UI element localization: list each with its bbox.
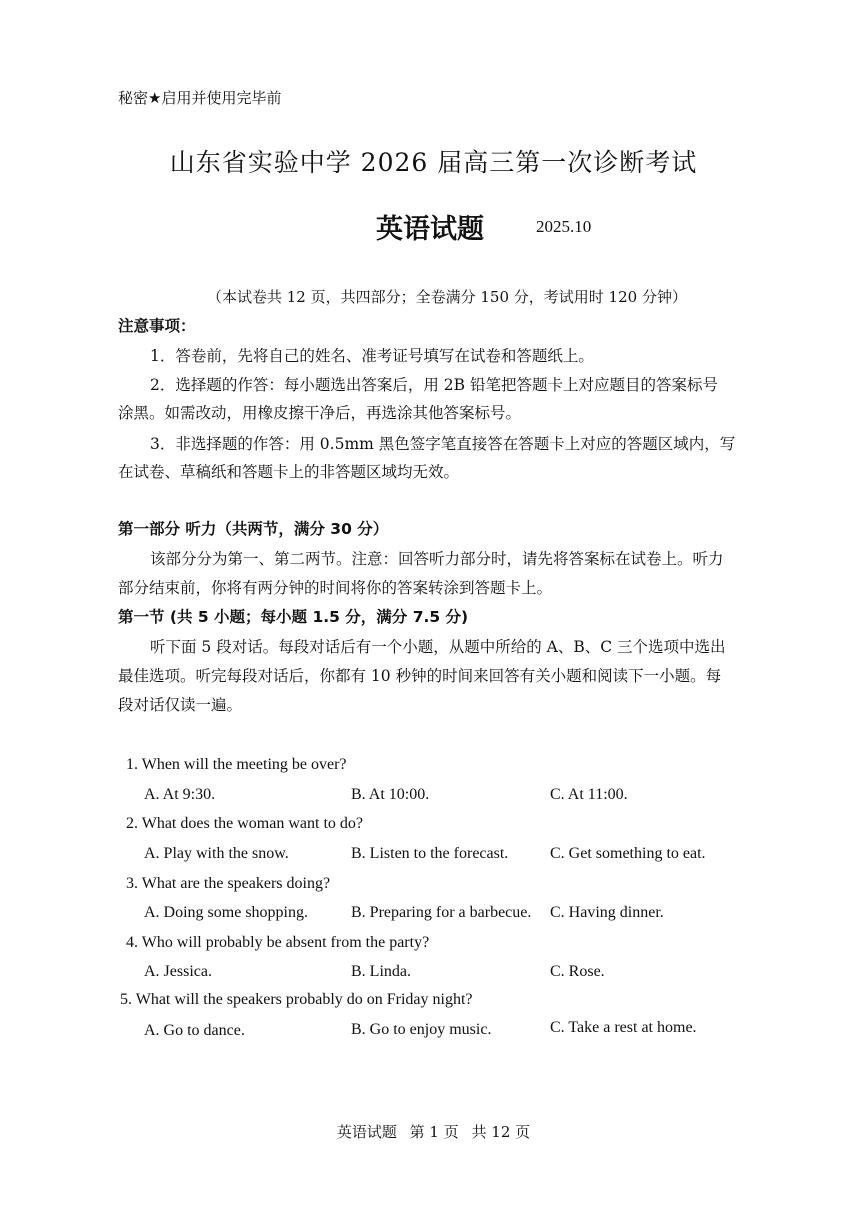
question-4-option-c: C. Rose.: [550, 963, 605, 980]
footer-total-pages: 共 12 页: [471, 1123, 531, 1141]
question-3-option-c: C. Having dinner.: [550, 904, 664, 921]
question-2-stem: 2. What does the woman want to do?: [126, 815, 363, 832]
question-5-option-a: A. Go to dance.: [144, 1022, 245, 1039]
question-4-option-b: B. Linda.: [351, 963, 411, 980]
notice-item-3-line-1: 3．非选择题的作答：用 0.5mm 黑色签字笔直接答在答题卡上对应的答题区域内，写: [150, 435, 736, 453]
exam-date: 2025.10: [536, 217, 592, 236]
section1-heading: 第一节 (共 5 小题；每小题 1.5 分，满分 7.5 分): [118, 608, 469, 626]
notice-item-2-line-1: 2．选择题的作答：每小题选出答案后，用 2B 铅笔把答题卡上对应题目的答案标号: [150, 376, 718, 394]
part1-heading: 第一部分 听力（共两节，满分 30 分）: [118, 520, 389, 538]
question-2-option-c: C. Get something to eat.: [550, 845, 706, 862]
notice-heading: 注意事项：: [118, 317, 196, 335]
question-4-option-a: A. Jessica.: [144, 963, 212, 980]
notice-item-1: 1．答卷前，先将自己的姓名、准考证号填写在试卷和答题纸上。: [150, 347, 594, 365]
question-5-option-c: C. Take a rest at home.: [550, 1019, 697, 1036]
section1-line-3: 段对话仅读一遍。: [118, 696, 243, 714]
question-5-stem: 5. What will the speakers probably do on Friday night?: [120, 991, 473, 1008]
subject-title: 英语试题: [376, 214, 484, 245]
notice-item-3-line-2: 在试卷、草稿纸和答题卡上的非答题区域均无效。: [118, 463, 460, 481]
confidential-label: 秘密★启用并使用完毕前: [118, 89, 282, 107]
question-3-option-a: A. Doing some shopping.: [144, 904, 308, 921]
footer-subject: 英语试题: [336, 1123, 397, 1141]
exam-title: 山东省实验中学 2026 届高三第一次诊断考试: [169, 148, 698, 177]
page-footer: [0, 1121, 867, 1142]
question-2-option-a: A. Play with the snow.: [144, 845, 289, 862]
part1-intro-line-1: 该部分分为第一、第二两节。注意：回答听力部分时，请先将答案标在试卷上。听力: [150, 550, 724, 568]
section1-line-1: 听下面 5 段对话。每段对话后有一个小题，从题中所给的 A、B、C 三个选项中选出: [150, 638, 726, 656]
notice-item-2-line-2: 涂黑。如需改动，用橡皮擦干净后，再选涂其他答案标号。: [118, 404, 522, 422]
question-1-option-b: B. At 10:00.: [351, 786, 430, 803]
question-1-option-c: C. At 11:00.: [550, 786, 628, 803]
section1-line-2: 最佳选项。听完每段对话后，你都有 10 秒钟的时间来回答有关小题和阅读下一小题。每: [118, 667, 722, 685]
question-3-option-b: B. Preparing for a barbecue.: [351, 904, 532, 921]
exam-info: （本试卷共 12 页，共四部分；全卷满分 150 分，考试用时 120 分钟）: [207, 288, 687, 306]
question-5-option-b: B. Go to enjoy music.: [351, 1021, 492, 1038]
question-2-option-b: B. Listen to the forecast.: [351, 845, 509, 862]
footer-page-number: 第 1 页: [409, 1123, 459, 1141]
part1-intro-line-2: 部分结束前，你将有两分钟的时间将你的答案转涂到答题卡上。: [118, 579, 553, 597]
question-4-stem: 4. Who will probably be absent from the party?: [126, 934, 430, 951]
question-3-stem: 3. What are the speakers doing?: [126, 875, 331, 892]
question-1-option-a: A. At 9:30.: [144, 786, 216, 803]
question-1-stem: 1. When will the meeting be over?: [126, 756, 347, 773]
